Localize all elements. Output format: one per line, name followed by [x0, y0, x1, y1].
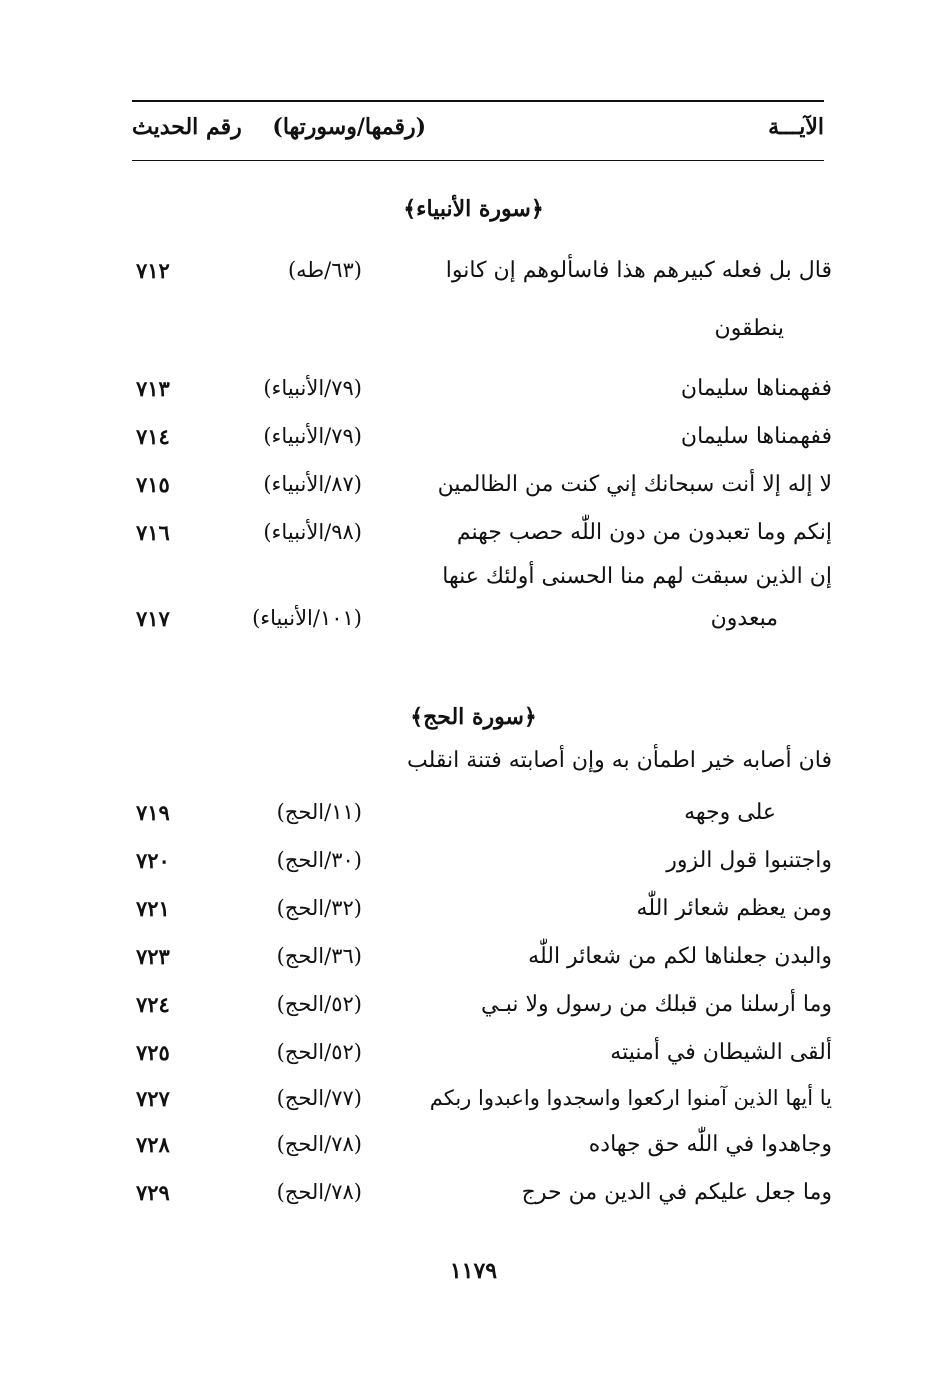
hadith-number: ٧٢٣ [136, 944, 170, 969]
ayah-reference: (٣٠/الحج) [276, 848, 362, 872]
hadith-number: ٧٢٧ [136, 1086, 170, 1111]
table-row [132, 316, 832, 356]
ayah-text: فان أصابه خير اطمأن به وإن أصابته فتنة انقلب [406, 748, 832, 773]
table-row [132, 1132, 832, 1172]
table-row [132, 944, 832, 984]
table-row [132, 376, 832, 416]
hadith-number: ٧١٤ [136, 424, 170, 449]
table-row [132, 1086, 832, 1126]
table-row [132, 1180, 832, 1220]
hadith-number: ٧٢٨ [136, 1132, 170, 1157]
ayah-reference: (١٠١/الأنبياء) [252, 606, 362, 630]
ayah-reference: (١١/الحج) [276, 800, 362, 824]
hadith-number-column-label: رقم الحديث [132, 114, 242, 140]
hadith-number: ٧٢٩ [136, 1180, 170, 1205]
ayah-text: ومن يعظم شعائر اللّٰه [636, 896, 832, 921]
table-row [132, 424, 832, 464]
ayah-reference: (٣٦/الحج) [276, 944, 362, 968]
ayah-text: لا إله إلا أنت سبحانك إني كنت من الظالمين [437, 472, 832, 497]
ayah-text: ففهمناها سليمان [680, 376, 832, 401]
hadith-number: ٧٢٤ [136, 992, 170, 1017]
table-row [132, 520, 832, 560]
ayah-text: ينطقون [714, 316, 784, 341]
hadith-number: ٧١٥ [136, 472, 170, 497]
ayah-text: يا أيها الذين آمنوا اركعوا واسجدوا واعبدوا ربكم [429, 1086, 832, 1110]
hadith-number: ٧١٦ [136, 520, 170, 545]
ayah-text: والبدن جعلناها لكم من شعائر اللّٰه [528, 944, 832, 969]
ayah-reference: (٧٩/الأنبياء) [263, 376, 362, 400]
hadith-number: ٧١٣ [136, 376, 170, 401]
ayah-reference: (٩٨/الأنبياء) [263, 520, 362, 544]
ayah-text: وجاهدوا في اللّٰه حق جهاده [588, 1132, 832, 1157]
page-number: ١١٧٩ [449, 1258, 498, 1284]
table-row [132, 848, 832, 888]
ayah-reference: (٦٣/طه) [287, 258, 362, 282]
ayah-reference: (٥٢/الحج) [276, 1040, 362, 1064]
hadith-number: ٧١٢ [136, 258, 170, 283]
table-row [132, 258, 832, 298]
header-top-rule [132, 100, 824, 102]
table-row [132, 800, 832, 840]
header-bottom-rule [132, 160, 824, 161]
ayah-text: ففهمناها سليمان [680, 424, 832, 449]
hadith-number: ٧٢١ [136, 896, 170, 921]
ayah-text: واجتنبوا قول الزور [666, 848, 832, 873]
ayah-text: وما جعل عليكم في الدين من حرج [521, 1180, 832, 1205]
table-row [132, 748, 832, 788]
ayah-reference: (٣٢/الحج) [276, 896, 362, 920]
reference-column-label: (رقمها/وسورتها) [272, 114, 426, 140]
ayah-reference: (٧٩/الأنبياء) [263, 424, 362, 448]
ayah-reference: (٧٨/الحج) [276, 1132, 362, 1156]
column-header [132, 114, 824, 154]
hadith-number: ٧١٩ [136, 800, 170, 825]
ayah-text: إنكم وما تعبدون من دون اللّٰه حصب جهنم [456, 520, 832, 545]
ayah-text: إن الذين سبقت لهم منا الحسنى أولئك عنها [442, 564, 832, 589]
ayah-text: على وجهه [684, 800, 776, 825]
table-row [132, 896, 832, 936]
table-row [132, 606, 832, 646]
hadith-number: ٧١٧ [136, 606, 170, 631]
section-title: ﴿سورة الأنبياء﴾ [403, 196, 544, 222]
ayah-reference: (٥٢/الحج) [276, 992, 362, 1016]
ayah-reference: (٧٨/الحج) [276, 1180, 362, 1204]
ayah-text: وما أرسلنا من قبلك من رسول ولا نبـي [480, 992, 832, 1017]
hadith-number: ٧٢٠ [136, 848, 170, 873]
section-title: ﴿سورة الحج﴾ [410, 704, 537, 730]
table-row [132, 472, 832, 512]
table-row [132, 564, 832, 604]
ayah-text: ألقى الشيطان في أمنيته [610, 1040, 832, 1065]
ayah-text: مبعدون [710, 606, 778, 631]
table-row [132, 1040, 832, 1080]
hadith-number: ٧٢٥ [136, 1040, 170, 1065]
ayah-reference: (٧٧/الحج) [276, 1086, 362, 1110]
ayah-reference: (٨٧/الأنبياء) [263, 472, 362, 496]
table-row [132, 992, 832, 1032]
ayah-text: قال بل فعله كبيرهم هذا فاسألوهم إن كانوا [445, 258, 832, 283]
ayah-column-label: الآيـــة [768, 114, 824, 140]
